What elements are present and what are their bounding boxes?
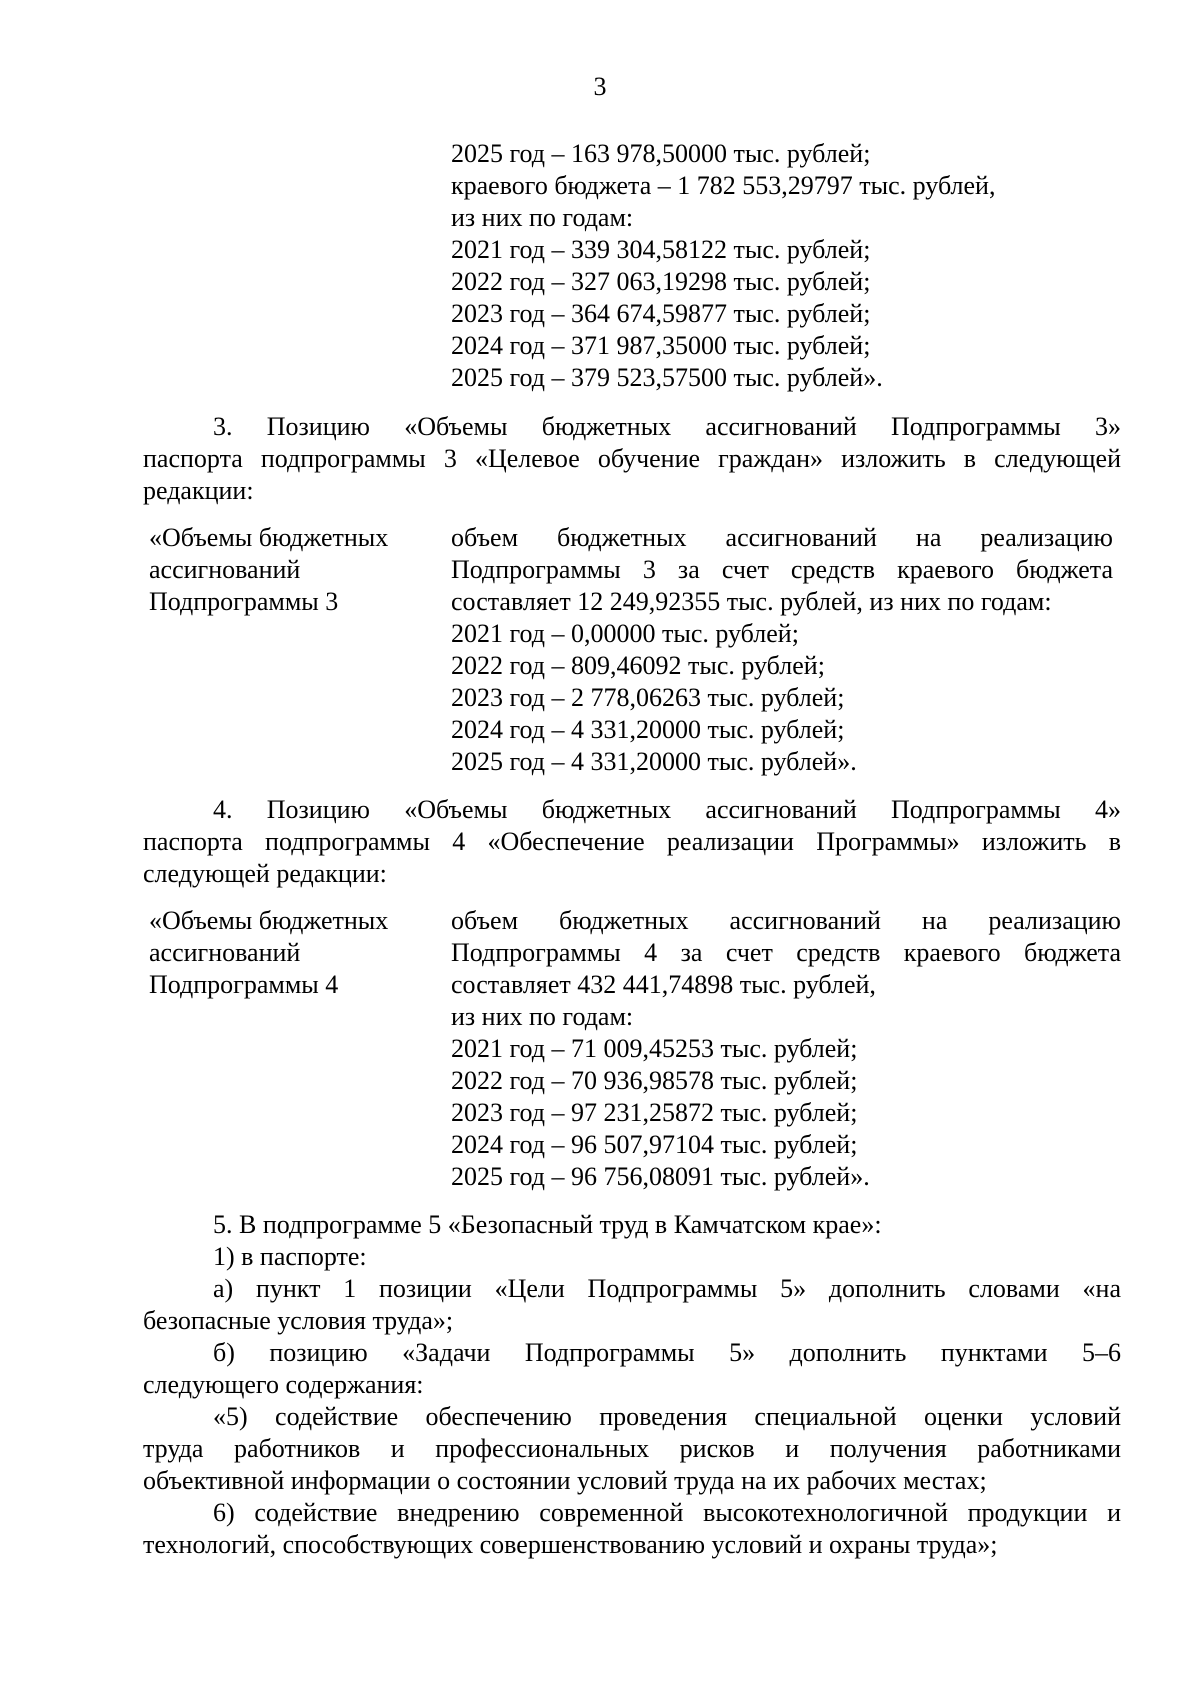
table-left-cell-line: «Объемы бюджетных (149, 523, 389, 552)
paragraph-line: объективной информации о состоянии условий труда на их рабочих местах; (143, 1466, 987, 1495)
subitem-line: безопасные условия труда»; (143, 1306, 454, 1335)
paragraph-line: следующей редакции: (143, 859, 387, 888)
subitem-line: 1) в паспорте: (213, 1242, 367, 1271)
paragraph-line: 3. Позицию «Объемы бюджетных ассигнований Подпрограммы 3» (213, 412, 1121, 441)
table-right-cell-line: 2022 год – 809,46092 тыс. рублей; (451, 651, 825, 680)
paragraph-line: паспорта подпрограммы 3 «Целевое обучение граждан» изложить в следующей (143, 444, 1121, 473)
table-left-cell-line: ассигнований (149, 938, 301, 967)
funding-line: 2023 год – 364 674,59877 тыс. рублей; (451, 299, 871, 328)
table-left-cell-line: «Объемы бюджетных (149, 906, 389, 935)
table-right-cell-line: 2022 год – 70 936,98578 тыс. рублей; (451, 1066, 858, 1095)
table-right-cell-line: 2025 год – 96 756,08091 тыс. рублей». (451, 1162, 870, 1191)
paragraph-line: 4. Позицию «Объемы бюджетных ассигнований Подпрограммы 4» (213, 795, 1121, 824)
subitem-line: а) пункт 1 позиции «Цели Подпрограммы 5» дополнить словами «на (213, 1274, 1121, 1303)
table-left-cell-line: Подпрограммы 4 (149, 970, 339, 999)
funding-line: 2022 год – 327 063,19298 тыс. рублей; (451, 267, 871, 296)
page-number: 3 (593, 72, 607, 101)
table-right-cell-line: 2024 год – 96 507,97104 тыс. рублей; (451, 1130, 858, 1159)
paragraph-line: технологий, способствующих совершенствованию условий и охраны труда»; (143, 1530, 998, 1559)
table-right-cell-line: 2024 год – 4 331,20000 тыс. рублей; (451, 715, 845, 744)
table-right-cell-line: 2023 год – 2 778,06263 тыс. рублей; (451, 683, 845, 712)
funding-line: 2024 год – 371 987,35000 тыс. рублей; (451, 331, 871, 360)
table-right-cell-line: объем бюджетных ассигнований на реализацию (451, 906, 1121, 935)
subitem-line: следующего содержания: (143, 1370, 424, 1399)
funding-line: 2025 год – 163 978,50000 тыс. рублей; (451, 139, 871, 168)
table-left-cell-line: Подпрограммы 3 (149, 587, 339, 616)
paragraph-line: труда работников и профессиональных рисков и получения работниками (143, 1434, 1121, 1463)
table-right-cell-line: 2023 год – 97 231,25872 тыс. рублей; (451, 1098, 858, 1127)
funding-line: 2021 год – 339 304,58122 тыс. рублей; (451, 235, 871, 264)
paragraph-line: редакции: (143, 476, 254, 505)
section-heading: 5. В подпрограмме 5 «Безопасный труд в Камчатском крае»: (213, 1210, 882, 1239)
table-left-cell-line: ассигнований (149, 555, 301, 584)
funding-line: из них по годам: (451, 203, 634, 232)
funding-line: 2025 год – 379 523,57500 тыс. рублей». (451, 363, 883, 392)
table-right-cell-line: объем бюджетных ассигнований на реализацию (451, 523, 1113, 552)
table-right-cell-line: 2021 год – 71 009,45253 тыс. рублей; (451, 1034, 858, 1063)
table-right-cell-line: составляет 12 249,92355 тыс. рублей, из них по годам: (451, 587, 1052, 616)
subitem-line: б) позицию «Задачи Подпрограммы 5» дополнить пунктами 5–6 (213, 1338, 1121, 1367)
paragraph-line: «5) содействие обеспечению проведения специальной оценки условий (213, 1402, 1121, 1431)
table-right-cell-line: Подпрограммы 4 за счет средств краевого бюджета (451, 938, 1121, 967)
table-right-cell-line: Подпрограммы 3 за счет средств краевого бюджета (451, 555, 1113, 584)
table-right-cell-line: 2025 год – 4 331,20000 тыс. рублей». (451, 747, 857, 776)
table-right-cell-line: из них по годам: (451, 1002, 634, 1031)
table-right-cell-line: составляет 432 441,74898 тыс. рублей, (451, 970, 876, 999)
table-right-cell-line: 2021 год – 0,00000 тыс. рублей; (451, 619, 799, 648)
funding-line: краевого бюджета – 1 782 553,29797 тыс. рублей, (451, 171, 996, 200)
paragraph-line: 6) содействие внедрению современной высокотехнологичной продукции и (213, 1498, 1121, 1527)
paragraph-line: паспорта подпрограммы 4 «Обеспечение реализации Программы» изложить в (143, 827, 1121, 856)
